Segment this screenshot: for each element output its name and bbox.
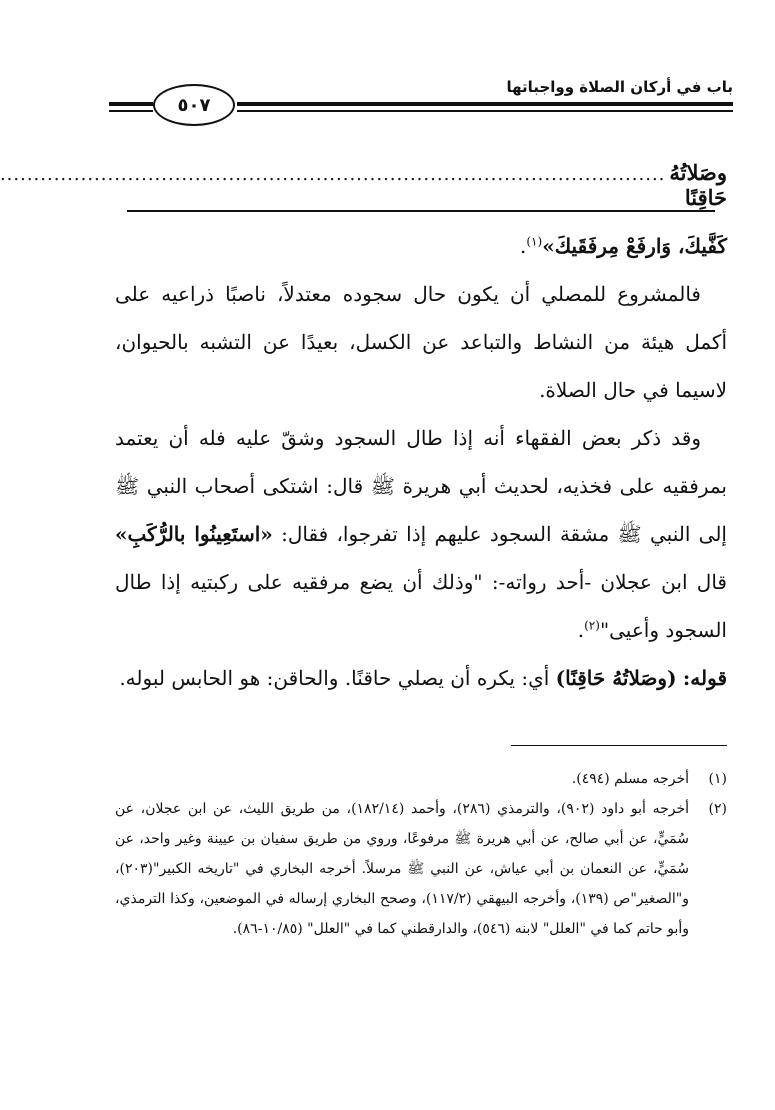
salawat-symbol-2: ﷺ	[617, 522, 642, 546]
salawat-symbol: ﷺ	[115, 474, 140, 498]
footnote-ref-1: (١)	[526, 234, 543, 249]
radi-symbol: ﷺ	[370, 474, 395, 498]
fuqaha-text-e: قال ابن عجلان -أحد رواته-: "وذلك أن يضع مرفقيه على ركبتيه إذا طال السجود وأعيى"	[115, 570, 727, 642]
body-text	[115, 222, 727, 702]
fuqaha-text-a: وقد ذكر بعض الفقهاء أنه إذا طال السجود وشقّ عليه فله أن يعتمد بمرفقيه على فخذيه، لحديث أبي هريرة	[115, 426, 727, 498]
footnote-1	[115, 764, 727, 794]
fuqaha-text-c: إلى النبي	[649, 522, 727, 546]
paragraph-qawluhu	[115, 654, 727, 702]
footnote-number-1: (١)	[708, 771, 727, 787]
period: .	[520, 234, 527, 258]
fuqaha-text-d: مشقة السجود عليهم إذا تفرجوا، فقال:	[281, 522, 610, 546]
footnote-separator-rule	[511, 745, 727, 746]
page-number-text: ٥٠٧	[177, 94, 211, 116]
footnote-text-2: أخرجه أبو داود (٩٠٢)، والترمذي (٢٨٦)، وأحمد (١٨٢/١٤)، من طريق الليث، عن ابن عجلان، عن سُمَيٍّ، عن أبي صالح، عن أبي هريرة ﷺ مرفوعًا، وروي من طريق سفيان بن عيينة وغير واحد، عن سُمَيٍّ، عن النعمان بن أبي عياش، عن النبي ﷺ مرسلاً. أخرجه البخاري في "تاريخه الكبير"(٢٠٣)، و"الصغير"ص (١٣٩)، وأخرجه البيهقي (١١٧/٢)، وصحح البخاري إرساله في الموضعين، وكذا الترمذي، وأبو حاتم كما في "العلل" لابنه (٥٤٦)، والدارقطني كما في "العلل" (١٠/٨٥-٨٦).	[115, 801, 689, 937]
matn-text: وصَلاتُهُ حَاقِنًا	[669, 160, 727, 210]
qawluhu-quote: (وصَلاتُهُ حَاقِنًا)	[555, 666, 677, 690]
header-rule-thick-right	[237, 102, 733, 106]
matn-separator-rule	[127, 210, 715, 212]
footnote-2	[115, 794, 727, 944]
header-rule-thick-left	[109, 102, 153, 106]
matn-line	[0, 160, 727, 210]
paragraph-hadith-end	[115, 222, 727, 270]
header-rule-thin-right	[237, 110, 733, 112]
running-header-title: باب في أركان الصلاة وواجباتها	[506, 78, 733, 96]
footnote-text-1: أخرجه مسلم (٤٩٤).	[571, 771, 689, 787]
qawluhu-text: أي: يكره أن يصلي حاقنًا. والحاقن: هو الحابس لبوله.	[119, 666, 550, 690]
footnotes	[115, 764, 727, 944]
paragraph-ruling: فالمشروع للمصلي أن يكون حال سجوده معتدلاً، ناصبًا ذراعيه على أكمل هيئة من النشاط والتباعد عن الكسل، بعيدًا عن التشبه بالحيوان، لاسيما في حال الصلاة.	[115, 282, 727, 402]
footnote-ref-2: (٢)	[584, 618, 600, 633]
period-2: .	[577, 618, 585, 642]
matn-dot-leader: ...................................................................................................	[0, 164, 666, 185]
paragraph-fuqaha	[115, 414, 727, 654]
hadith-quote: كَفَّيكَ، وَارفَعْ مِرفَقَيكَ»	[542, 234, 727, 258]
qawluhu-label: قوله:	[682, 666, 727, 690]
header-rule-thin-left	[109, 110, 153, 112]
fuqaha-text-b: قال: اشتكى أصحاب النبي	[146, 474, 364, 498]
hadith-quote-rukab: «استَعِينُوا بالرُّكَبِ»	[115, 522, 273, 546]
footnote-number-2: (٢)	[708, 801, 727, 817]
page-number	[153, 84, 235, 126]
